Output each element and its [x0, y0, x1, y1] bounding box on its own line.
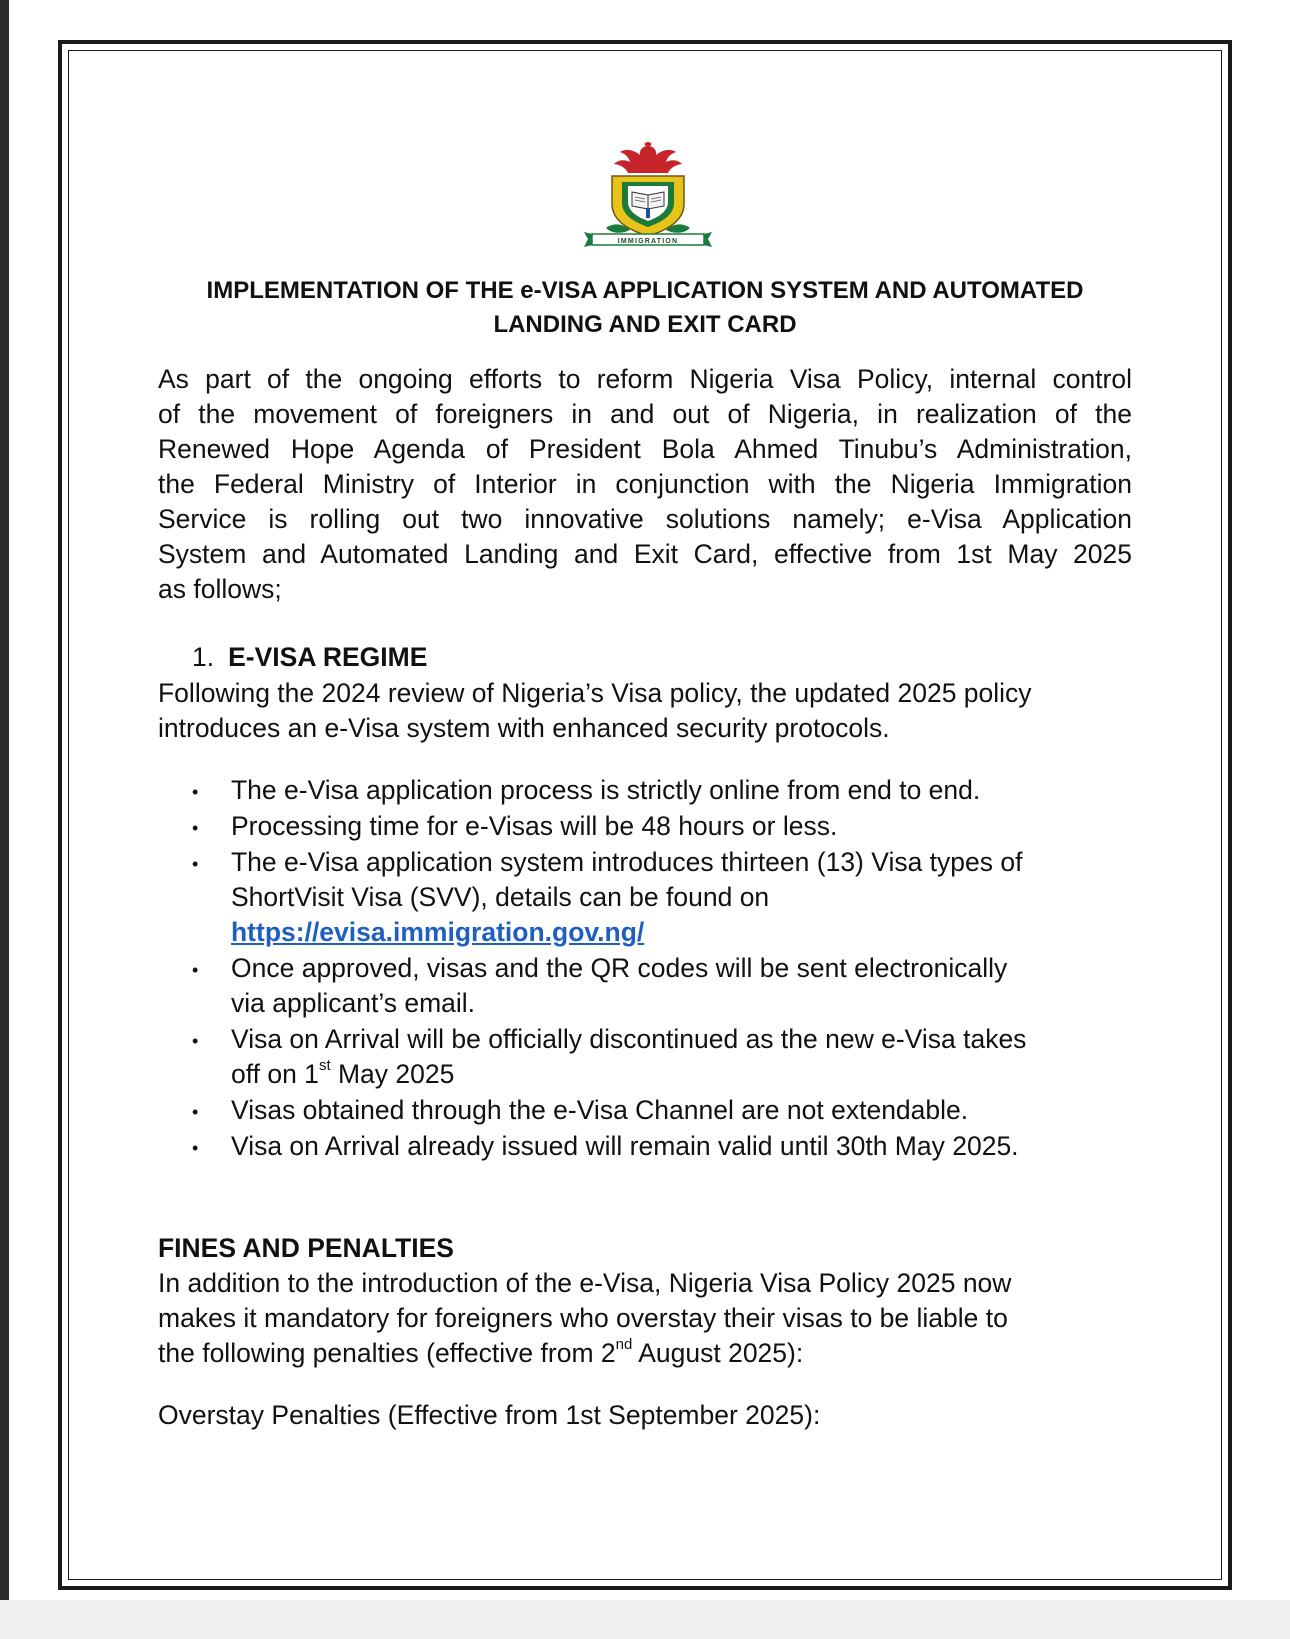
bullet-text: off on 1: [231, 1059, 319, 1089]
ordinal-suffix: nd: [615, 1336, 633, 1354]
list-item: [192, 845, 1142, 950]
bullet-text: Visas obtained through the e-Visa Channel are not extendable.: [231, 1095, 969, 1125]
intro-line: the Federal Ministry of Interior in conjunction with the Nigeria Immigration: [158, 469, 1132, 499]
bullet-text: via applicant’s email.: [231, 988, 476, 1018]
bullet-text: Visa on Arrival already issued will remain valid until 30th May 2025.: [231, 1131, 1019, 1161]
fines-paragraph: [158, 1266, 1132, 1371]
section-1-title: E-VISA REGIME: [228, 642, 428, 672]
section-1-heading: [192, 640, 427, 675]
document-title: [158, 274, 1132, 342]
intro-line: of the movement of foreigners in and out of Nigeria, in realization of the: [158, 399, 1132, 429]
fines-line-3-text: August 2025):: [632, 1338, 804, 1368]
section-1-paragraph-line-2: introduces an e-Visa system with enhanced security protocols.: [158, 713, 890, 743]
bullet-text: Processing time for e-Visas will be 48 hours or less.: [231, 811, 838, 841]
overstay-penalties-heading: Overstay Penalties (Effective from 1st September 2025):: [158, 1400, 821, 1430]
fines-and-penalties-heading: FINES AND PENALTIES: [158, 1233, 454, 1263]
viewer-bottom-strip: [0, 1600, 1290, 1639]
ordinal-suffix: st: [318, 1057, 331, 1075]
intro-line: As part of the ongoing efforts to reform Nigeria Visa Policy, internal control: [158, 364, 1132, 394]
evisa-portal-link[interactable]: https://evisa.immigration.gov.ng/: [231, 917, 645, 947]
intro-line: Service is rolling out two innovative solutions namely; e-Visa Application: [158, 504, 1132, 534]
list-item: [192, 1129, 1142, 1164]
list-item: [192, 1022, 1142, 1092]
list-item: [192, 809, 1142, 844]
section-1-number: 1.: [192, 642, 215, 672]
section-1-paragraph: [158, 676, 1132, 746]
nigeria-immigration-emblem-icon: [582, 142, 714, 250]
bullet-text: May 2025: [330, 1059, 455, 1089]
bullet-text: • Visa on Arrival will be officially discontinued as the new e-Visa takes: [231, 1024, 1027, 1054]
fines-line-3: [158, 1336, 1132, 1371]
svg-text:IMMIGRATION: IMMIGRATION: [617, 238, 679, 245]
document-title-line-1: IMPLEMENTATION OF THE e-VISA APPLICATION SYSTEM AND AUTOMATED: [206, 277, 1084, 304]
list-item: [192, 773, 1142, 808]
list-item: [192, 951, 1142, 1021]
bullet-text: The e-Visa application process is strictly online from end to end.: [231, 775, 981, 805]
intro-line: System and Automated Landing and Exit Card, effective from 1st May 2025: [158, 539, 1132, 569]
fines-line-1: In addition to the introduction of the e-Visa, Nigeria Visa Policy 2025 now: [158, 1268, 1012, 1298]
document-title-line-2: LANDING AND EXIT CARD: [493, 311, 797, 338]
intro-line: Renewed Hope Agenda of President Bola Ahmed Tinubu’s Administration,: [158, 434, 1132, 464]
e-visa-bullet-list: [192, 773, 1142, 1165]
viewer-left-edge: [0, 0, 9, 1639]
bullet-text: ShortVisit Visa (SVV), details can be found on: [231, 882, 770, 912]
bullet-text: • Once approved, visas and the QR codes will be sent electronically: [231, 953, 1008, 983]
intro-last-line: as follows;: [158, 574, 282, 604]
bullet-text: • The e-Visa application system introduces thirteen (13) Visa types of: [231, 847, 1023, 877]
section-1-paragraph-line-1: Following the 2024 review of Nigeria’s Visa policy, the updated 2025 policy: [158, 678, 1032, 708]
fines-line-3-text: the following penalties (effective from 2: [158, 1338, 616, 1368]
intro-paragraph: [158, 362, 1132, 607]
list-item: [192, 1093, 1142, 1128]
fines-line-2: makes it mandatory for foreigners who overstay their visas to be liable to: [158, 1303, 1008, 1333]
